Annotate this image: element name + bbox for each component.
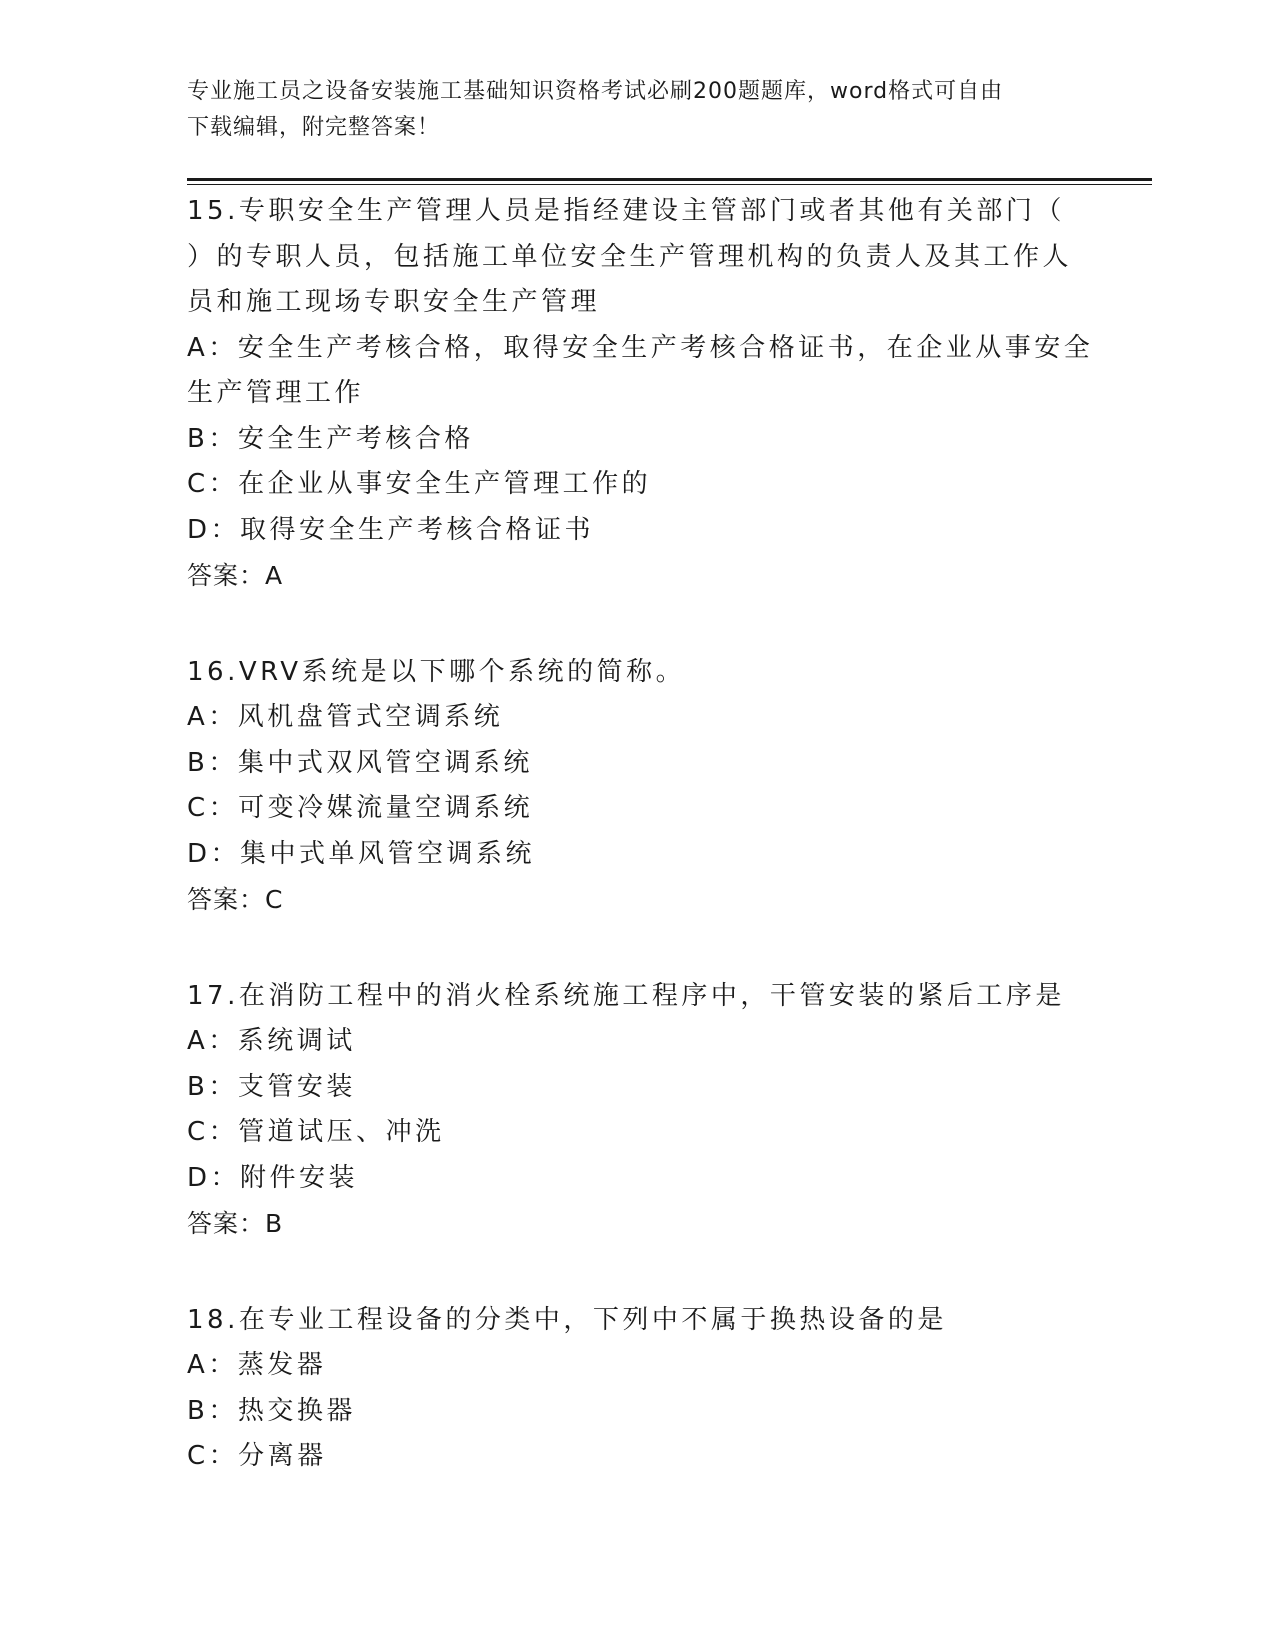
- answer-option: C：可变冷媒流量空调系统: [187, 793, 534, 823]
- question-stem-line: 17.在消防工程中的消火栓系统施工程序中，干管安装的紧后工序是: [187, 980, 1065, 1011]
- answer-option: A：系统调试: [187, 1026, 356, 1056]
- question-stem-line: ）的专职人员，包括施工单位安全生产管理机构的负责人及其工作人: [187, 241, 1073, 272]
- header-divider-thin: [187, 184, 1152, 185]
- answer-option: C：在企业从事安全生产管理工作的: [187, 469, 652, 499]
- answer-option: A：蒸发器: [187, 1350, 327, 1380]
- answer-option: B：支管安装: [187, 1071, 356, 1102]
- header-divider: [187, 178, 1152, 181]
- answer-key: 答案：C: [187, 885, 284, 914]
- question-stem-line: 员和施工现场专职安全生产管理: [187, 287, 601, 317]
- question-block: [187, 650, 1087, 923]
- document-header: [187, 74, 1067, 146]
- answer-option: C：分离器: [187, 1441, 327, 1471]
- question-block: [187, 974, 1087, 1247]
- answer-option: B：安全生产考核合格: [187, 423, 474, 454]
- answer-option: A：风机盘管式空调系统: [187, 702, 504, 732]
- question-stem-line: 18.在专业工程设备的分类中，下列中不属于换热设备的是: [187, 1304, 947, 1335]
- answer-option: B：集中式双风管空调系统: [187, 747, 533, 778]
- header-line: 下载编辑，附完整答案！: [187, 115, 441, 140]
- answer-key: 答案：B: [187, 1209, 284, 1238]
- answer-option: D：取得安全生产考核合格证书: [187, 514, 595, 545]
- question-block: [187, 1298, 1087, 1480]
- question-stem-line: 16.VRV系统是以下哪个系统的简称。: [187, 656, 686, 687]
- answer-option: D：附件安装: [187, 1162, 359, 1193]
- answer-key: 答案：A: [187, 561, 284, 590]
- answer-option: B：热交换器: [187, 1395, 356, 1426]
- answer-option: D：集中式单风管空调系统: [187, 838, 536, 869]
- answer-option: C：管道试压、冲洗: [187, 1117, 445, 1147]
- answer-option: 生产管理工作: [187, 378, 365, 408]
- question-block: [187, 189, 1094, 599]
- question-stem-line: 15.专职安全生产管理人员是指经建设主管部门或者其他有关部门（: [187, 196, 1065, 226]
- answer-option: A：安全生产考核合格，取得安全生产考核合格证书，在企业从事安全: [187, 332, 1094, 363]
- header-line: 专业施工员之设备安装施工基础知识资格考试必刷200题题库，word格式可自由: [187, 79, 1004, 104]
- question-list: [187, 189, 1094, 1531]
